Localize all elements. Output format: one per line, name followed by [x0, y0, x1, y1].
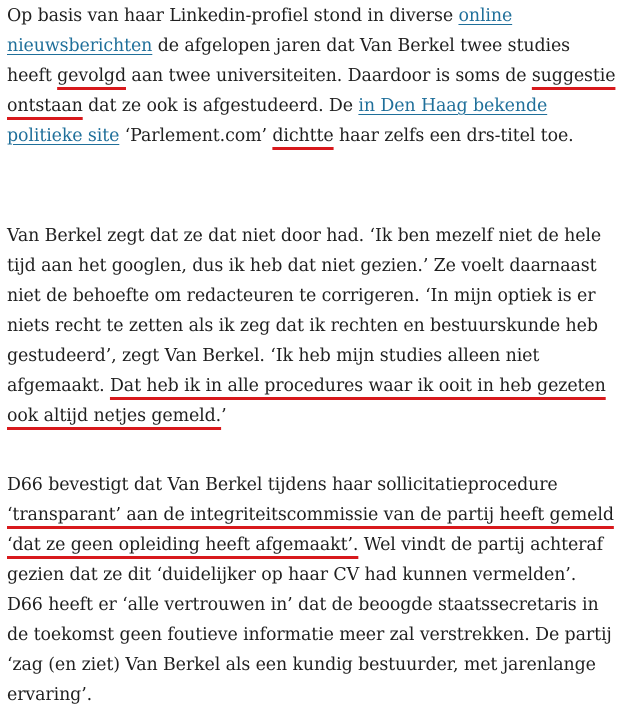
paragraph-3 — [7, 470, 617, 710]
highlight-dichtte: dichtte — [272, 126, 334, 146]
text-segment: Van Berkel zegt dat ze dat niet door had. ‘Ik ben mezelf niet de hele tijd aan het googlen, dus ik heb dat niet gezien.’ Ze voelt daarnaast niet de behoefte om redacteuren te corrigeren. ‘In mijn optiek is er niets recht te zetten als ik zeg dat ik rechten en bestuurskunde heb gestudeerd’, zegt Van Berkel. ‘Ik heb mijn studies alleen niet afgemaakt. — [7, 226, 602, 396]
text-segment: de afgelopen jaren dat Van Berkel twee studies heeft — [7, 36, 570, 86]
text-segment: aan twee universiteiten. Daardoor is soms de — [126, 66, 532, 86]
paragraph-2 — [7, 221, 617, 431]
text-segment: D66 bevestigt dat Van Berkel tijdens haar sollicitatieprocedure — [7, 475, 558, 495]
text-segment: ’ — [221, 406, 227, 426]
link-politieke-site[interactable]: in Den Haag bekende politieke site — [7, 96, 548, 146]
text-segment: Wel vindt de partij achteraf gezien dat ze dit ‘duidelijker op haar CV had kunnen vermelden’. D66 heeft er ‘alle vertrouwen in’ dat de beoogde staatssecretaris in de toekomst geen foutieve informatie meer zal verstrekken. De partij ‘zag (en ziet) Van Berkel als een kundig bestuurder, met jarenlange ervaring’. — [7, 535, 612, 705]
highlight-procedures-gemeld: Dat heb ik in alle procedures waar ik ooit in heb gezeten ook altijd netjes gemeld. — [7, 376, 606, 426]
link-online-nieuwsberichten[interactable]: online nieuwsberichten — [7, 6, 513, 56]
text-segment: haar zelfs een drs-titel toe. — [333, 126, 574, 146]
text-segment: ‘Parlement.com’ — [119, 126, 273, 146]
highlight-transparant-gemeld: ‘transparant’ aan de integriteitscommissie van de partij heeft gemeld ‘dat ze geen opleiding heeft afgemaakt’. — [7, 505, 614, 555]
highlight-suggestie-ontstaan: suggestie ontstaan — [7, 66, 616, 116]
paragraph-1 — [7, 1, 617, 151]
highlight-gevolgd: gevolgd — [57, 66, 126, 86]
text-segment: dat ze ook is afgestudeerd. De — [82, 96, 359, 116]
text-segment: Op basis van haar Linkedin-profiel stond in diverse — [7, 6, 459, 26]
